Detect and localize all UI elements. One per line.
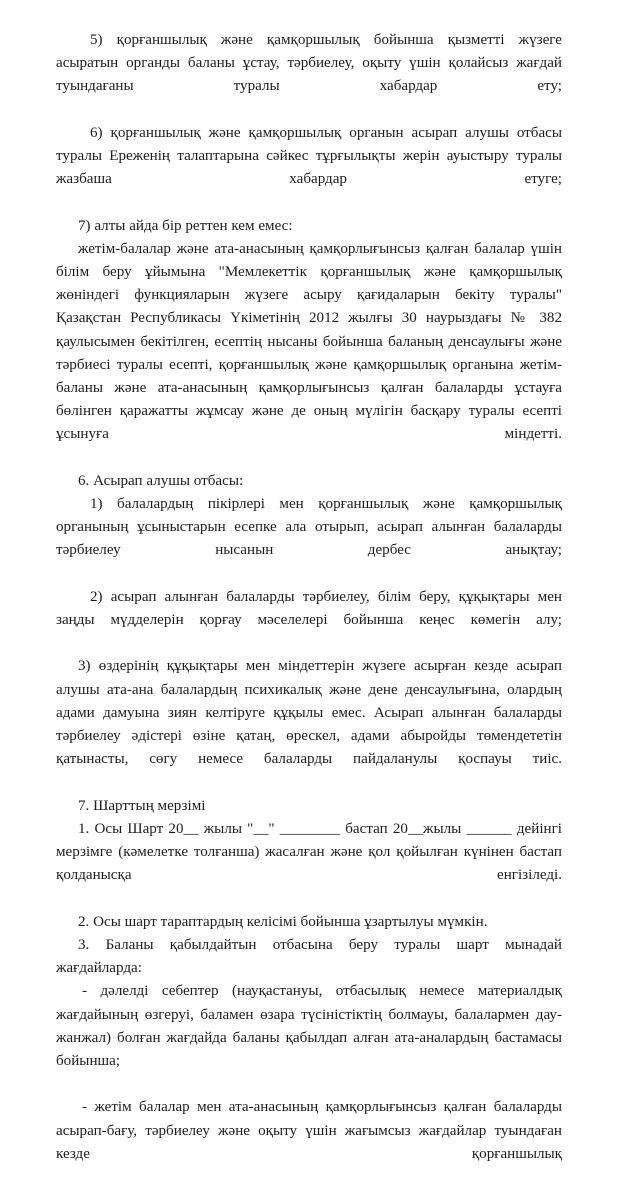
paragraph-item-7-body: жетім-балалар және ата-анасының қамқорлығынсыз қалған балалар үшін білім беру ұйымына "Мемлекеттік қорғаншылық және қамқоршылық жөніндегі функцияларын жүзеге асыру қағидаларын бекіту туралы" Қазақстан Республикасы Үкіметінің 2012 жылғы 30 наурыздағы № 382 қаулысымен бекітілген, есептің нысаны бойынша баланың денсаулығы және тәрбиесі туралы есепті, қорғаншылық және қамқоршылық органына жетім-баланы және ата-анасының қамқорлығынсыз қалған балаларды ұстауға бөлінген қаражатты жұмсау және де оның мүлігін басқару туралы есепті ұсынуға міндетті. — [56, 240, 562, 443]
paragraph-item-5: 5) қорғаншылық және қамқоршылық бойынша қызметті жүзеге асыратын органды баланы ұстау, тәрбиелеу, оқыту үшін қолайсыз жағдай туындағаны туралы хабардар ету; — [56, 32, 562, 95]
paragraph-section-6-item-2: 2) асырап алынған балаларды тәрбиелеу, білім беру, құқықтары мен заңды мүдделерін қорғау мәселелері бойынша кеңес көмегін алу; — [56, 588, 562, 629]
paragraph-section-7-item-3-dash-1: - дәлелді себептер (науқастануы, отбасылық немесе материалдық жағдайының өзгеруі, баламен өзара түсіністіктің болмауы, балалармен дау-жанжал) болған жағдайда баланы қабылдап алған ата-аналардың бастамасы бойынша; — [56, 983, 562, 1069]
paragraph-section-7-item-3: 3. Баланы қабылдайтын отбасына беру туралы шарт мынадай жағдайларда: — [56, 936, 562, 977]
document-text-body — [56, 29, 562, 1189]
paragraph-item-7: 7) алты айда бір реттен кем емес: — [78, 217, 293, 234]
paragraph-section-7-item-3-dash-2: - жетім балалар мен ата-анасының қамқорлығынсыз қалған балаларды асырап-бағу, тәрбиелеу және оқыту үшін жағымсыз жағдайлар туындаған кезде қорғаншылық — [56, 1099, 562, 1162]
paragraph-section-6-item-1: 1) балалардың пікірлері мен қорғаншылық және қамқоршылық органының ұсыныстарын есепке ала отырып, асырап алынған балаларды тәрбиелеу нысанын дербес анықтау; — [56, 496, 562, 559]
paragraph-section-7-heading: 7. Шарттың мерзімі — [78, 797, 206, 814]
paragraph-item-6: 6) қорғаншылық және қамқоршылық органын асырап алушы отбасы туралы Ереженің талаптарына сәйкес тұрғылықты жерін ауыстыру туралы жазбаша хабардар етуге; — [56, 124, 562, 188]
paragraph-section-7-item-2: 2. Осы шарт тараптардың келісімі бойынша ұзартылуы мүмкін. — [78, 913, 488, 930]
paragraph-section-6-item-3: 3) өздерінің құқықтары мен міндеттерін жүзеге асырған кезде асырап алушы ата-ана балалардың психикалық және дене денсаулығына, олардың адами дамуына зиян келтіруге құқылы емес. Асырап алынған балаларды тәрбиелеу әдістері өзіне қатаң, өрескел, адами абыройды төмендететін қатынасты, сөгу немесе балаларды пайдаланулы қоспауы тиіс. — [56, 658, 562, 768]
paragraph-section-7-item-1: 1. Осы Шарт 20__ жылы "__" ________ бастап 20__жылы ______ дейінгі мерзімге (кәмелетке толғанша) жасалған және қол қойылған күнінен бастап қолданысқа енгізіледі. — [56, 820, 562, 884]
paragraph-section-6-heading: 6. Асырап алушы отбасы: — [78, 472, 244, 489]
